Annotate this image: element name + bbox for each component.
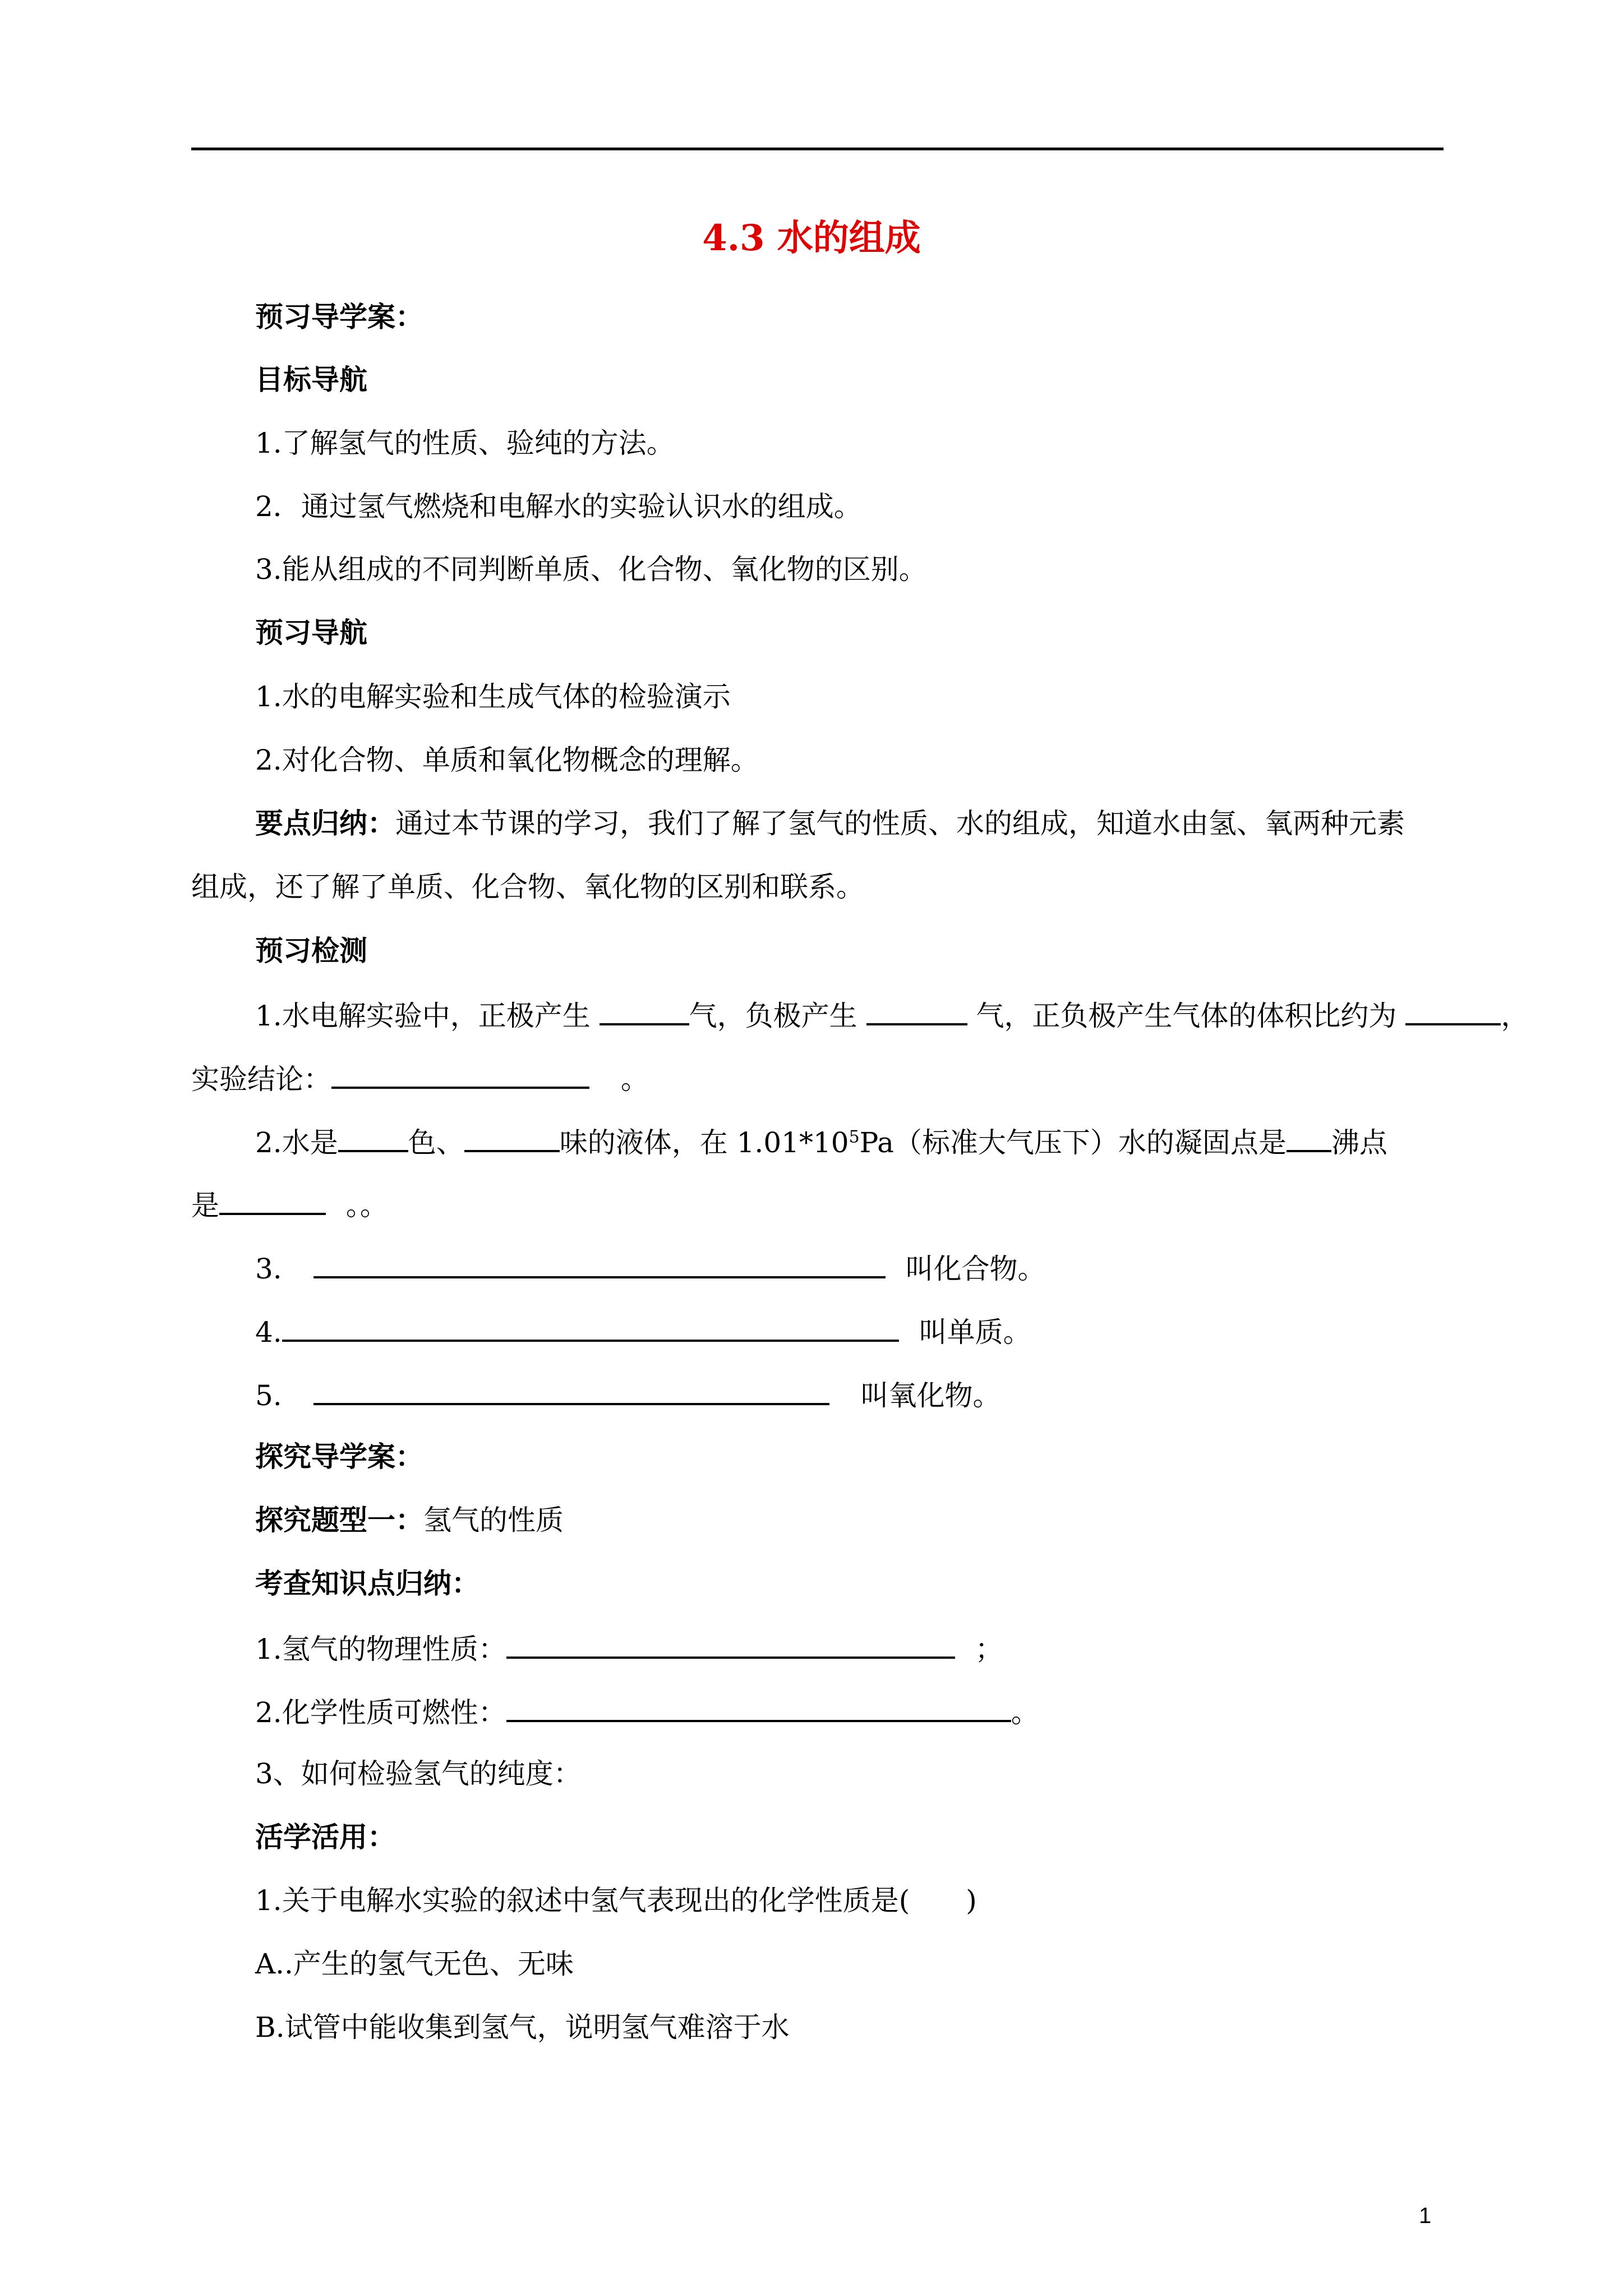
option-b: B.试管中能收集到氢气，说明氢气难溶于水	[255, 2011, 790, 2044]
answer-blank[interactable]	[600, 994, 689, 1025]
answer-blank[interactable]	[1287, 1121, 1331, 1152]
answer-blank[interactable]	[506, 1691, 1011, 1722]
question-4	[255, 1310, 1623, 1352]
option-a: A..产生的氢气无色、无味	[255, 1948, 574, 1980]
question-3	[255, 1247, 1623, 1289]
knowledge-1	[255, 1627, 1623, 1669]
question-1-continued	[191, 1057, 1623, 1099]
q3-number: 3.	[255, 1253, 282, 1285]
answer-blank[interactable]	[506, 1627, 955, 1659]
knowledge-2	[255, 1691, 1623, 1732]
q2-text: 沸点	[1331, 1126, 1387, 1159]
section-preview: 预习导学案：	[255, 300, 423, 333]
answer-blank[interactable]	[866, 994, 967, 1025]
k1-text: ；	[975, 1633, 1003, 1665]
q1-text: 实验结论：	[191, 1063, 331, 1096]
answer-blank[interactable]	[313, 1374, 829, 1405]
answer-blank[interactable]	[313, 1247, 886, 1278]
q1-text: 。	[620, 1063, 649, 1096]
key-points	[255, 804, 1623, 843]
type1-label: 探究题型一：	[255, 1503, 423, 1536]
answer-blank[interactable]	[219, 1184, 326, 1215]
q2-text: 2.水是	[255, 1126, 338, 1159]
q2-text: Pa（标准大气压下）水的凝固点是	[859, 1126, 1287, 1159]
question-2-continued	[191, 1184, 1623, 1225]
answer-blank[interactable]	[282, 1310, 899, 1342]
key-points-label: 要点归纳：	[255, 807, 395, 840]
k2-text: 。	[1011, 1696, 1039, 1729]
goal-item: 3.能从组成的不同判断单质、化合物、氧化物的区别。	[255, 553, 927, 586]
question-5	[255, 1374, 1623, 1415]
answer-blank[interactable]	[338, 1121, 408, 1152]
k1-text: 1.氢气的物理性质：	[255, 1633, 506, 1665]
q4-text: 叫单质。	[919, 1316, 1031, 1349]
question-2	[255, 1121, 1623, 1162]
heading-preview-nav: 预习导航	[255, 616, 367, 649]
q1-text: 1.水电解实验中，正极产生	[255, 1000, 591, 1032]
q2-text: 。。	[345, 1189, 388, 1222]
k2-text: 2.化学性质可燃性：	[255, 1696, 506, 1729]
q1-text: ，	[1501, 1000, 1529, 1032]
answer-blank[interactable]	[464, 1121, 560, 1152]
header-rule	[191, 148, 1444, 150]
goal-item: 1.了解氢气的性质、验纯的方法。	[255, 427, 675, 459]
goal-item: 2．通过氢气燃烧和电解水的实验认识水的组成。	[255, 490, 862, 523]
preview-item: 1.水的电解实验和生成气体的检验演示	[255, 680, 731, 713]
q3-text: 叫化合物。	[905, 1253, 1046, 1285]
page-number: 1	[1419, 2203, 1432, 2228]
q2-text: 是	[191, 1189, 219, 1222]
heading-check: 预习检测	[255, 934, 367, 967]
answer-blank[interactable]	[331, 1057, 589, 1089]
q5-number: 5.	[255, 1379, 282, 1412]
q5-text: 叫氧化物。	[860, 1379, 1001, 1412]
q4-number: 4.	[255, 1316, 282, 1349]
key-points-text: 通过本节课的学习，我们了解了氢气的性质、水的组成，知道水由氢、氧两种元素	[395, 807, 1405, 840]
knowledge-3: 3、如何检验氢气的纯度：	[255, 1757, 582, 1790]
heading-goal-nav: 目标导航	[255, 363, 367, 396]
mc-question-1: 1.关于电解水实验的叙述中氢气表现出的化学性质是( )	[255, 1884, 977, 1917]
question-1	[255, 994, 1623, 1036]
answer-blank[interactable]	[1405, 994, 1501, 1025]
section-explore: 探究导学案：	[255, 1440, 423, 1473]
explore-type-1	[255, 1501, 1623, 1540]
key-points-continued: 组成，还了解了单质、化合物、氧化物的区别和联系。	[191, 871, 864, 903]
q1-text: 气，正负极产生气体的体积比约为	[976, 1000, 1397, 1032]
q2-text: 味的液体，在 1.01*10	[559, 1126, 849, 1159]
heading-knowledge: 考查知识点归纳：	[255, 1567, 479, 1600]
q2-superscript: 5	[849, 1127, 860, 1147]
heading-apply: 活学活用：	[255, 1820, 395, 1853]
preview-item: 2.对化合物、单质和氧化物概念的理解。	[255, 744, 759, 776]
page-title: 4.3 水的组成	[702, 217, 921, 259]
type1-text: 氢气的性质	[423, 1504, 564, 1536]
q2-text: 色、	[408, 1126, 464, 1159]
q1-text: 气，负极产生	[689, 1000, 857, 1032]
